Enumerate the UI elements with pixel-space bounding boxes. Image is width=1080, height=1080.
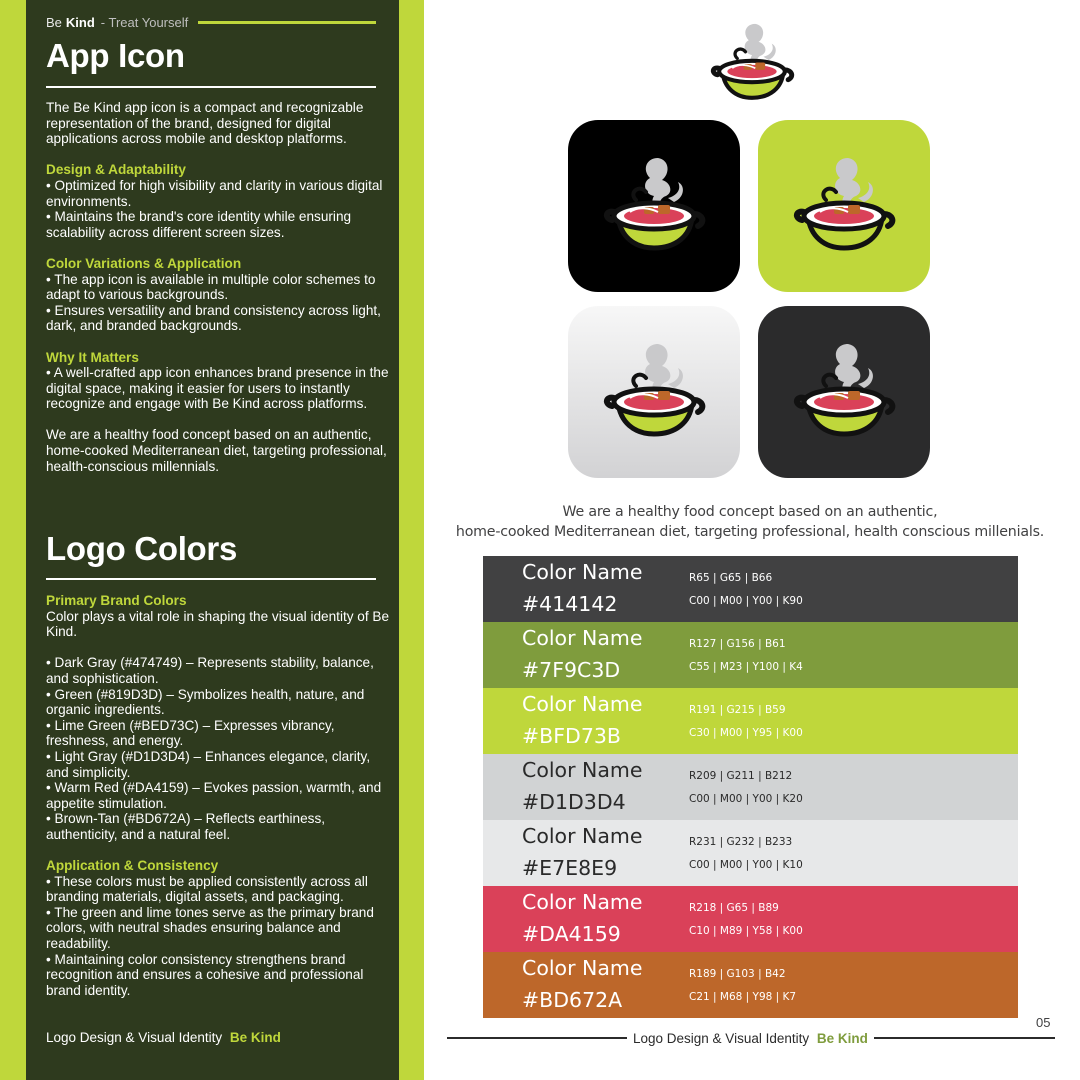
- panel-header: [46, 13, 376, 31]
- bullet: • Maintaining color consistency strengthens brand recognition and ensures a cohesive and professional brand identity.: [46, 951, 364, 998]
- swatch-hex: #BFD73B: [522, 724, 621, 748]
- bullet: • The app icon is available in multiple color schemes to adapt to various backgrounds.: [46, 271, 376, 303]
- swatch-cmyk: C55 | M23 | Y100 | K4: [689, 661, 803, 673]
- header-brand-be: Be: [46, 14, 62, 30]
- left-footer: [46, 1030, 281, 1045]
- right-footer-brand: Be Kind: [816, 1030, 868, 1046]
- footer-rule-left: [447, 1037, 627, 1039]
- color-swatch: [483, 556, 1018, 622]
- color-bullet: • Warm Red (#DA4159) – Evokes passion, warmth, and appetite stimulation.: [46, 780, 382, 811]
- caption-line-2: home-cooked Mediterranean diet, targeting professional, health conscious millenials.: [455, 524, 1045, 540]
- section-heading: Color Variations & Application: [46, 255, 242, 271]
- app-icon-closing: We are a healthy food concept based on an authentic, home-cooked Mediterranean diet, targeting professional, health-conscious millennials.: [46, 427, 387, 474]
- title-rule: [46, 86, 376, 88]
- swatch-cmyk: C21 | M68 | Y98 | K7: [689, 991, 797, 1003]
- swatch-name: Color Name: [522, 626, 643, 650]
- app-icon-lime-variant: [758, 120, 930, 292]
- swatch-cmyk: C30 | M00 | Y95 | K00: [689, 727, 803, 739]
- color-swatch: [483, 754, 1018, 820]
- swatch-hex: #E7E8E9: [522, 856, 618, 880]
- bullet: • Optimized for high visibility and clarity in various digital environments.: [46, 177, 383, 209]
- swatch-hex: #D1D3D4: [522, 790, 626, 814]
- right-footer-text: Logo Design & Visual Identity: [633, 1030, 810, 1046]
- swatch-name: Color Name: [522, 758, 643, 782]
- color-swatch: [483, 886, 1018, 952]
- swatch-name: Color Name: [522, 692, 643, 716]
- logo-colors-title: Logo Colors: [46, 530, 238, 567]
- left-footer-brand: Be Kind: [229, 1030, 281, 1045]
- header-tagline: - Treat Yourself: [100, 14, 189, 30]
- color-bullet: • Lime Green (#BED73C) – Expresses vibrancy, freshness, and energy.: [46, 717, 335, 749]
- color-swatch: [483, 688, 1018, 754]
- footer-rule-right: [874, 1037, 1055, 1039]
- primary-intro: Color plays a vital role in shaping the visual identity of Be Kind.: [46, 608, 390, 640]
- bullet: • A well-crafted app icon enhances brand presence in the digital space, making it easier for users to instantly recognize and engage with Be Kind across platforms.: [46, 365, 389, 412]
- app-icon-intro: The Be Kind app icon is a compact and recognizable representation of the brand, designed for digital applications across mobile and desktop platforms.: [46, 100, 364, 147]
- swatch-hex: #DA4159: [522, 922, 621, 946]
- swatch-name: Color Name: [522, 824, 643, 848]
- header-divider: [198, 21, 376, 24]
- section-heading: Design & Adaptability: [46, 162, 186, 178]
- app-icon-body: [46, 100, 391, 474]
- swatch-cmyk: C00 | M00 | Y00 | K90: [689, 595, 803, 607]
- color-palette: [483, 556, 1018, 1018]
- swatch-rgb: R231 | G232 | B233: [689, 836, 793, 848]
- swatch-name: Color Name: [522, 560, 643, 584]
- right-footer: [447, 1029, 1055, 1047]
- left-text-panel: [26, 0, 399, 1080]
- color-swatch: [483, 622, 1018, 688]
- section-heading: Application & Consistency: [46, 858, 219, 874]
- swatch-cmyk: C00 | M00 | Y00 | K10: [689, 859, 803, 871]
- swatch-rgb: R65 | G65 | B66: [689, 572, 773, 584]
- logo-colors-body: [46, 593, 391, 998]
- swatch-rgb: R127 | G156 | B61: [689, 638, 786, 650]
- bullet: • These colors must be applied consistently across all branding materials, digital assets, and packaging.: [46, 873, 368, 905]
- app-icon-light-variant: [568, 306, 740, 478]
- app-icon-title: App Icon: [46, 37, 185, 74]
- bullet: • Ensures versatility and brand consistency across light, dark, and branded backgrounds.: [46, 302, 381, 334]
- section-heading: Primary Brand Colors: [46, 593, 187, 608]
- section-heading: Why It Matters: [46, 349, 139, 365]
- header-brand-kind: Kind: [65, 14, 95, 30]
- swatch-cmyk: C10 | M89 | Y58 | K00: [689, 925, 803, 937]
- color-bullet: • Dark Gray (#474749) – Represents stability, balance, and sophistication.: [46, 655, 374, 686]
- color-swatch: [483, 820, 1018, 886]
- color-bullet: • Light Gray (#D1D3D4) – Enhances elegance, clarity, and simplicity.: [46, 748, 371, 780]
- swatch-hex: #7F9C3D: [522, 658, 621, 682]
- brand-caption: [440, 502, 1060, 542]
- right-footer-label: [633, 1031, 868, 1046]
- bullet: • The green and lime tones serve as the primary brand colors, with neutral shades ensuring balance and readability.: [46, 904, 374, 952]
- swatch-rgb: R218 | G65 | B89: [689, 902, 779, 914]
- app-icon-black-variant: [568, 120, 740, 292]
- swatch-name: Color Name: [522, 956, 643, 980]
- color-swatch: [483, 952, 1018, 1018]
- right-accent-strip: [399, 0, 424, 1080]
- color-bullet: • Green (#819D3D) – Symbolizes health, nature, and organic ingredients.: [46, 686, 365, 718]
- swatch-hex: #414142: [522, 592, 618, 616]
- swatch-name: Color Name: [522, 890, 643, 914]
- swatch-rgb: R209 | G211 | B212: [689, 770, 793, 782]
- left-footer-text: Logo Design & Visual Identity: [46, 1030, 223, 1045]
- swatch-rgb: R189 | G103 | B42: [689, 968, 786, 980]
- page-number: 05: [1036, 1015, 1051, 1030]
- steaming-pot-logo-icon: [706, 14, 798, 106]
- title-rule: [46, 578, 376, 580]
- caption-line-1: We are a healthy food concept based on an authentic,: [562, 504, 938, 520]
- bullet: • Maintains the brand's core identity while ensuring scalability across different screen sizes.: [46, 209, 352, 240]
- swatch-hex: #BD672A: [522, 988, 623, 1012]
- swatch-rgb: R191 | G215 | B59: [689, 704, 786, 716]
- app-icon-dark-variant: [758, 306, 930, 478]
- left-accent-strip: [0, 0, 26, 1080]
- color-bullet: • Brown-Tan (#BD672A) – Reflects earthiness, authenticity, and a natural feel.: [46, 811, 326, 842]
- swatch-cmyk: C00 | M00 | Y00 | K20: [689, 793, 803, 805]
